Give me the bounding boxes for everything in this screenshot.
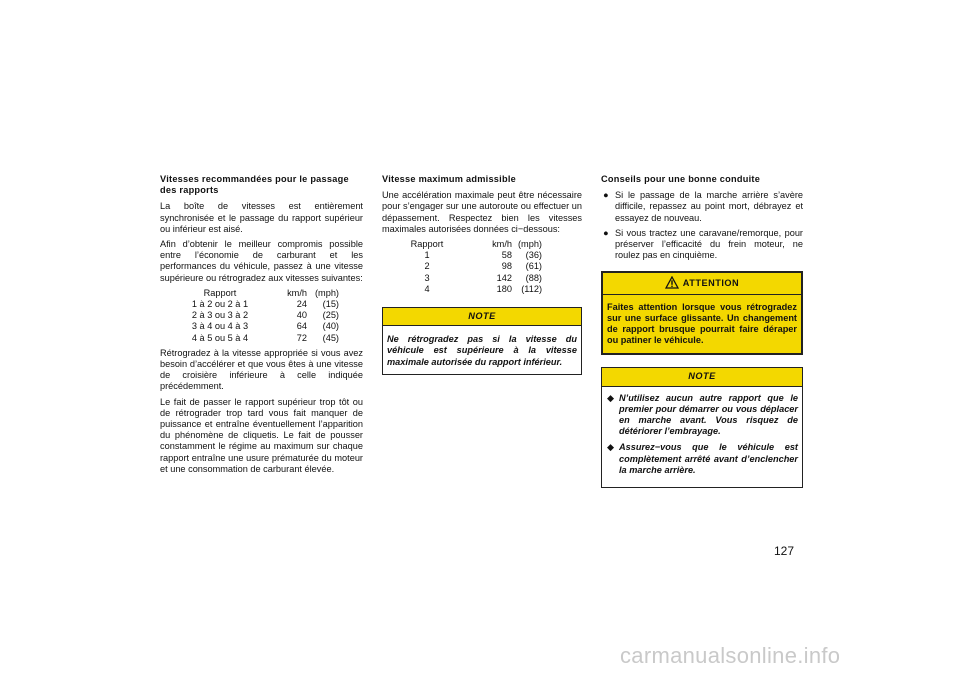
attention-text: Faites attention lorsque vous rétrogradez sur une surface glissante. Un changement de rapport brusque pourrait faire déraper ou patiner le véhicule.: [607, 301, 797, 346]
table-cell: 180: [496, 283, 512, 294]
table-cell: (36): [525, 250, 542, 261]
note-list: [606, 393, 798, 476]
table-cell: 4 à 5 ou 5 à 4: [191, 332, 249, 343]
table-cell: 3 à 4 ou 4 à 3: [191, 321, 249, 332]
table-row: [404, 273, 542, 284]
page-number: 127: [774, 544, 795, 558]
table-cell: 1 à 2 ou 2 à 1: [191, 299, 249, 310]
watermark: carmanualsonline.info: [620, 643, 841, 668]
list-item: [601, 190, 803, 224]
column-header: km/h: [287, 287, 307, 298]
paragraph: Une accélération maximale peut être nécessaire pour s’engager sur une autoroute ou effectuer un dépassement. Respectez bien les vitesses maximales autorisées données ci−dessous:: [382, 190, 582, 234]
table-cell: (15): [322, 299, 339, 310]
table-cell: 72: [296, 332, 307, 343]
table-row: [170, 321, 339, 332]
column-driving-tips: [601, 174, 803, 488]
table-cell: 1: [424, 250, 430, 261]
note-text: Ne rétrogradez pas si la vitesse du véhicule est supérieure à la vitesse maximale autorisée du rapport inférieur.: [387, 334, 577, 367]
list-item-text: Si vous tractez une caravane/remorque, pour préserver l’efficacité du frein moteur, ne roulez pas en cinquième.: [615, 227, 803, 261]
table-cell: 64: [296, 321, 307, 332]
table-row: [170, 310, 339, 321]
diamond-bullet-icon: ◆: [607, 442, 615, 453]
note-title: NOTE: [602, 368, 802, 386]
note-box: [601, 367, 803, 488]
table-cell: 2 à 3 ou 3 à 2: [191, 310, 249, 321]
table-cell: (88): [525, 272, 542, 283]
table-row: [404, 284, 542, 295]
table-cell: (25): [322, 310, 339, 321]
paragraph: Afin d’obtenir le meilleur compromis possible entre l’économie de carburant et les performances du véhicule, passez à une vitesse supérieure ou rétrogradez aux vitesses suivantes:: [160, 239, 363, 283]
table-cell: (45): [322, 332, 339, 343]
column-header: Rapport: [410, 239, 444, 250]
table-cell: 3: [424, 272, 430, 283]
column-max-speed: [382, 174, 582, 375]
table-row: [170, 333, 339, 344]
table-cell: (112): [521, 283, 542, 294]
max-speed-table: [404, 239, 542, 295]
note-box: [382, 307, 582, 375]
column-header: (mph): [518, 239, 542, 250]
table-cell: 58: [501, 250, 512, 261]
table-header-row: [170, 288, 339, 299]
column-header: km/h: [492, 239, 512, 250]
list-item-text: Si le passage de la marche arrière s’avère difficile, repassez au point mort, débrayez et essayez de nouveau.: [615, 190, 803, 223]
table-row: [170, 299, 339, 310]
table-row: [404, 261, 542, 272]
table-cell: 98: [501, 261, 512, 272]
list-item-text: Assurez−vous que le véhicule est complètement arrêté avant d’enclencher la marche arrière.: [619, 442, 798, 475]
warning-triangle-icon: [665, 276, 679, 289]
bullet-icon: ●: [603, 190, 609, 201]
table-cell: 24: [296, 299, 307, 310]
table-cell: (40): [322, 321, 339, 332]
list-item: [606, 442, 798, 476]
table-row: [404, 250, 542, 261]
paragraph: Rétrogradez à la vitesse appropriée si vous avez besoin d’accélérer et que vous êtes à une vitesse de croisière inférieure à celle indiquée précédemment.: [160, 347, 363, 392]
table-header-row: [404, 239, 542, 250]
shift-speed-table: [170, 288, 339, 344]
section-heading: Vitesse maximum admissible: [382, 174, 516, 184]
tips-list: [601, 190, 803, 261]
note-title: NOTE: [383, 308, 581, 326]
column-header: Rapport: [203, 287, 237, 298]
note-body: [602, 387, 802, 487]
bullet-icon: ●: [603, 227, 609, 238]
column-gear-shift-speeds: [160, 174, 363, 479]
attention-header: [603, 273, 801, 294]
section-heading: Conseils pour une bonne conduite: [601, 174, 761, 184]
table-cell: 4: [424, 283, 430, 294]
column-header: (mph): [315, 287, 339, 298]
table-cell: 2: [424, 261, 430, 272]
list-item: [606, 393, 798, 438]
list-item-text: N’utilisez aucun autre rapport que le premier pour démarrer ou vous déplacer en marche avant. Vous risquez de détériorer l’embrayage.: [619, 392, 798, 437]
table-cell: (61): [525, 261, 542, 272]
table-cell: 142: [496, 272, 512, 283]
paragraph: La boîte de vitesses est entièrement synchronisée et le passage du rapport supérieur ou inférieur est aisé.: [160, 201, 363, 234]
table-cell: 40: [296, 310, 307, 321]
attention-title: ATTENTION: [682, 278, 740, 289]
attention-box: [601, 271, 803, 355]
diamond-bullet-icon: ◆: [607, 392, 615, 403]
section-heading: Vitesses recommandées pour le passage des rapports: [160, 174, 349, 196]
paragraph: Le fait de passer le rapport supérieur trop tôt ou de rétrograder trop tard vous fait manquer de puissance et entraîne éventuellement l’apparition du phénomène de cliquetis. Le fait de pousser constamment le régime au maximum sur chaque rapport entraîne une usure prématurée du moteur et une consommation de carburant élevée.: [160, 396, 363, 474]
list-item: [601, 228, 803, 262]
